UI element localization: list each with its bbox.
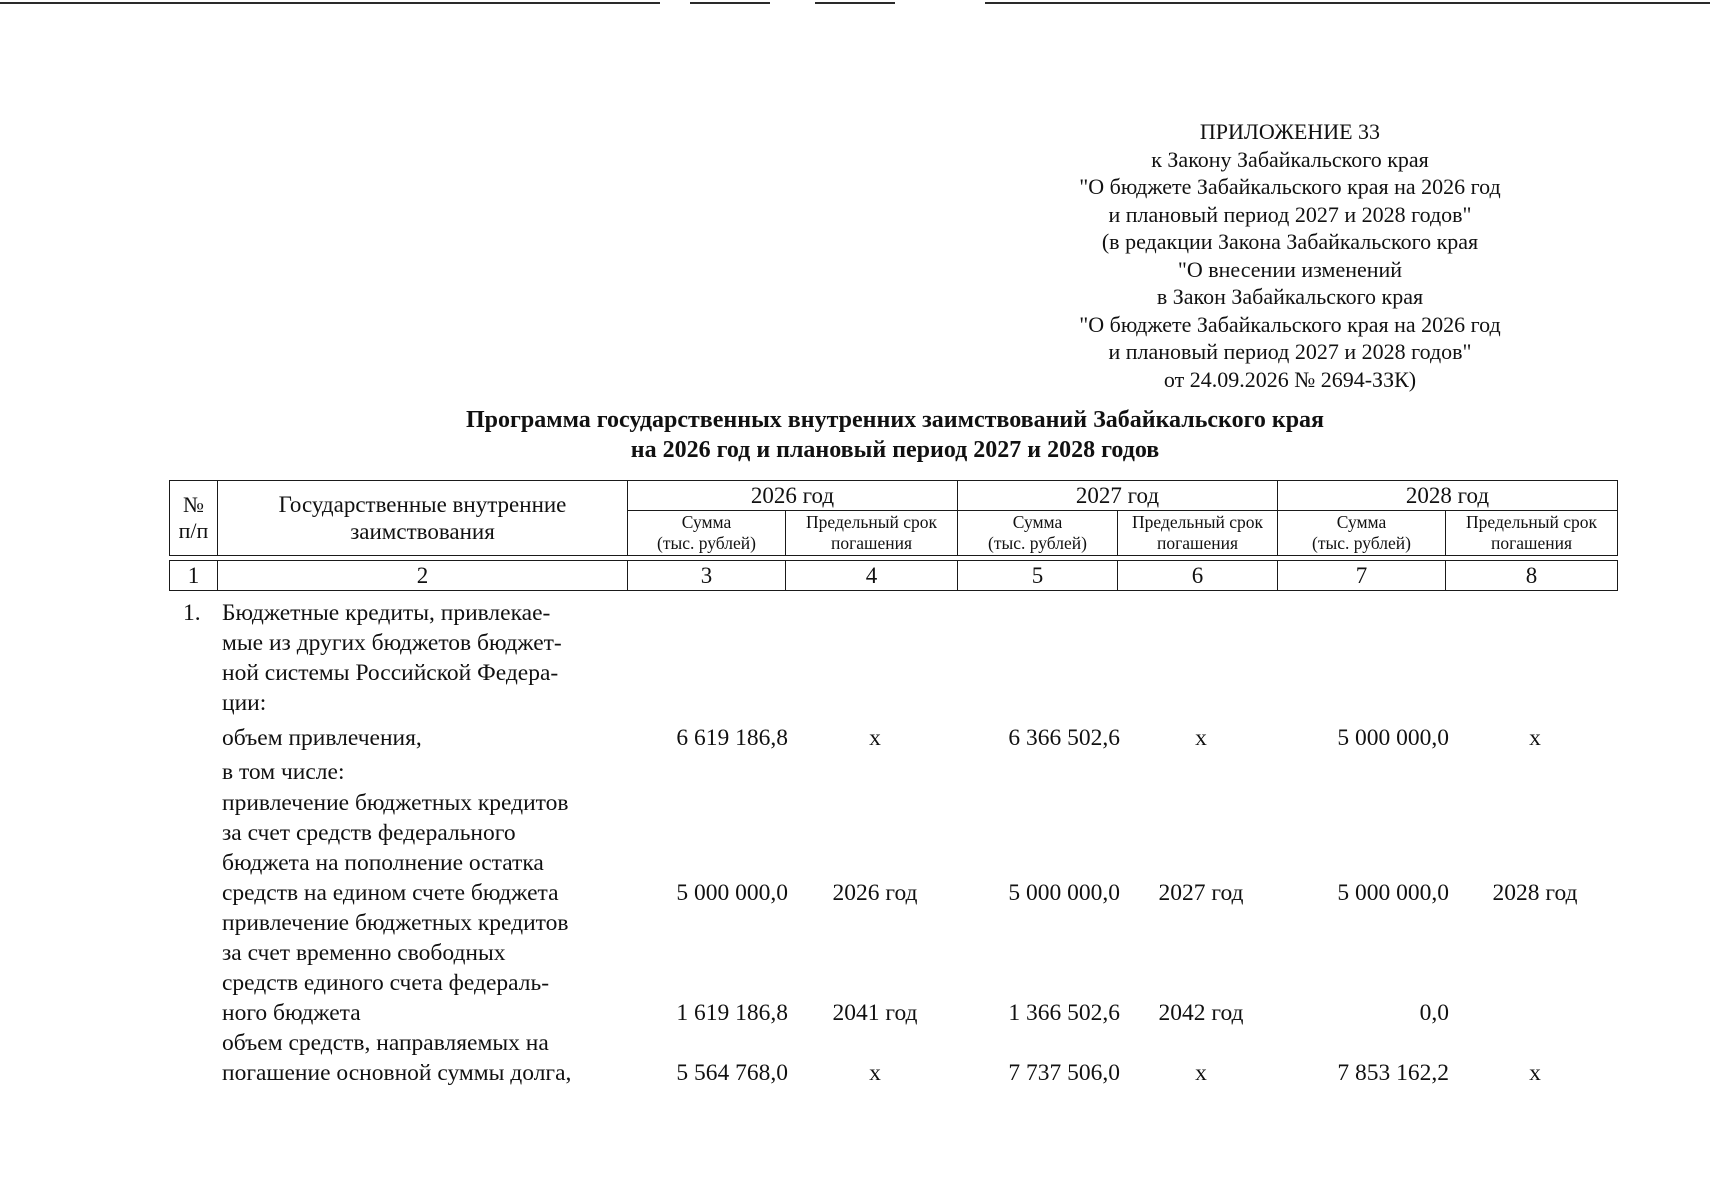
appendix-header-line: и плановый период 2027 и 2028 годов" xyxy=(1108,201,1472,227)
value-term-2026: х xyxy=(869,725,881,751)
value-sum-2027: 5 000 000,0 xyxy=(1008,880,1120,906)
year-header-2027: 2027 год xyxy=(958,481,1278,511)
value-term-2026: 2041 год xyxy=(832,1000,918,1026)
row-label-line: средств на едином счете бюджета xyxy=(222,880,559,906)
row-label-line: за счет средств федерального xyxy=(222,820,516,846)
column-number: 6 xyxy=(1118,561,1278,591)
column-number: 7 xyxy=(1278,561,1446,591)
value-sum-2028: 5 000 000,0 xyxy=(1337,725,1449,751)
appendix-header-line: "О бюджете Забайкальского края на 2026 год xyxy=(1079,311,1501,337)
item-title-line: Бюджетные кредиты, привлекае- xyxy=(222,600,551,626)
sum-header: Сумма (тыс. рублей) xyxy=(1278,511,1446,556)
value-sum-2026: 1 619 186,8 xyxy=(676,1000,788,1026)
value-sum-2028: 7 853 162,2 xyxy=(1337,1060,1449,1086)
value-term-2027: 2042 год xyxy=(1158,1000,1244,1026)
item-title-line: мые из других бюджетов бюджет- xyxy=(222,630,562,656)
scan-edge-line xyxy=(0,2,660,4)
value-term-2026: х xyxy=(869,1060,881,1086)
appendix-header-line: от 24.09.2026 № 2694-ЗЗК) xyxy=(1163,366,1417,392)
row-label-line: за счет временно свободных xyxy=(222,940,506,966)
column-number: 3 xyxy=(628,561,786,591)
term-header: Предельный срок погашения xyxy=(786,511,958,556)
value-term-2026: 2026 год xyxy=(832,880,918,906)
column-number: 2 xyxy=(218,561,628,591)
value-sum-2027: 1 366 502,6 xyxy=(1008,1000,1120,1026)
scan-edge-line xyxy=(985,2,1710,4)
scan-edge-line xyxy=(815,2,895,4)
document-title xyxy=(170,405,1620,465)
row-label-line: погашение основной суммы долга, xyxy=(222,1060,572,1086)
value-term-2028: 2028 год xyxy=(1492,880,1578,906)
sum-header: Сумма (тыс. рублей) xyxy=(628,511,786,556)
item-number: 1. xyxy=(183,600,201,626)
appendix-header-line: и плановый период 2027 и 2028 годов" xyxy=(1108,339,1472,364)
value-term-2028: х xyxy=(1529,725,1541,751)
item-title-line: ной системы Российской Федера- xyxy=(222,660,559,686)
row-label-line: объем привлечения, xyxy=(222,725,422,751)
row-label-line: ного бюджета xyxy=(222,1000,361,1026)
value-term-2027: 2027 год xyxy=(1158,880,1244,906)
column-number: 5 xyxy=(958,561,1118,591)
value-term-2028: х xyxy=(1529,1060,1541,1086)
value-term-2027: х xyxy=(1195,1060,1207,1086)
value-term-2027: х xyxy=(1195,725,1207,751)
item-title-line: ции: xyxy=(222,690,267,716)
value-sum-2026: 5 000 000,0 xyxy=(676,880,788,906)
appendix-header xyxy=(1010,118,1570,393)
year-header-2026: 2026 год xyxy=(628,481,958,511)
appendix-header-line: к Закону Забайкальского края xyxy=(1151,146,1429,172)
column-header-borrowings: Государственные внутренние заимствования xyxy=(218,481,628,556)
row-label-line: бюджета на пополнение остатка xyxy=(222,850,544,876)
value-sum-2026: 6 619 186,8 xyxy=(676,725,788,751)
value-sum-2027: 7 737 506,0 xyxy=(1008,1060,1120,1086)
sum-header: Сумма (тыс. рублей) xyxy=(958,511,1118,556)
column-header-number: № п/п xyxy=(170,481,218,556)
term-header: Предельный срок погашения xyxy=(1446,511,1618,556)
appendix-header-line: в Закон Забайкальского края xyxy=(1156,284,1424,309)
row-label-line: привлечение бюджетных кредитов xyxy=(222,910,569,936)
document-title-line2: на 2026 год и плановый период 2027 и 2028 годов xyxy=(630,437,1160,463)
value-sum-2027: 6 366 502,6 xyxy=(1008,725,1120,751)
term-header: Предельный срок погашения xyxy=(1118,511,1278,556)
row-label-line: средств единого счета федераль- xyxy=(222,970,550,996)
appendix-header-line: (в редакции Закона Забайкальского края xyxy=(1101,229,1479,254)
value-sum-2026: 5 564 768,0 xyxy=(676,1060,788,1086)
value-sum-2028: 5 000 000,0 xyxy=(1337,880,1449,906)
appendix-header-line: "О внесении изменений xyxy=(1177,256,1403,282)
row-label-line: в том числе: xyxy=(222,759,345,785)
appendix-header-line: ПРИЛОЖЕНИЕ 33 xyxy=(1199,119,1381,144)
borrowings-table-header xyxy=(169,480,1618,591)
row-label-line: привлечение бюджетных кредитов xyxy=(222,790,569,816)
row-label-line: объем средств, направляемых на xyxy=(222,1030,549,1056)
value-sum-2028: 0,0 xyxy=(1419,1000,1449,1026)
scan-edge-line xyxy=(690,2,770,4)
appendix-header-line: "О бюджете Забайкальского края на 2026 год xyxy=(1079,174,1501,199)
column-number: 1 xyxy=(170,561,218,591)
year-header-2028: 2028 год xyxy=(1278,481,1618,511)
column-number: 8 xyxy=(1446,561,1618,591)
column-number: 4 xyxy=(786,561,958,591)
document-title-line1: Программа государственных внутренних заимствований Забайкальского края xyxy=(465,407,1325,433)
